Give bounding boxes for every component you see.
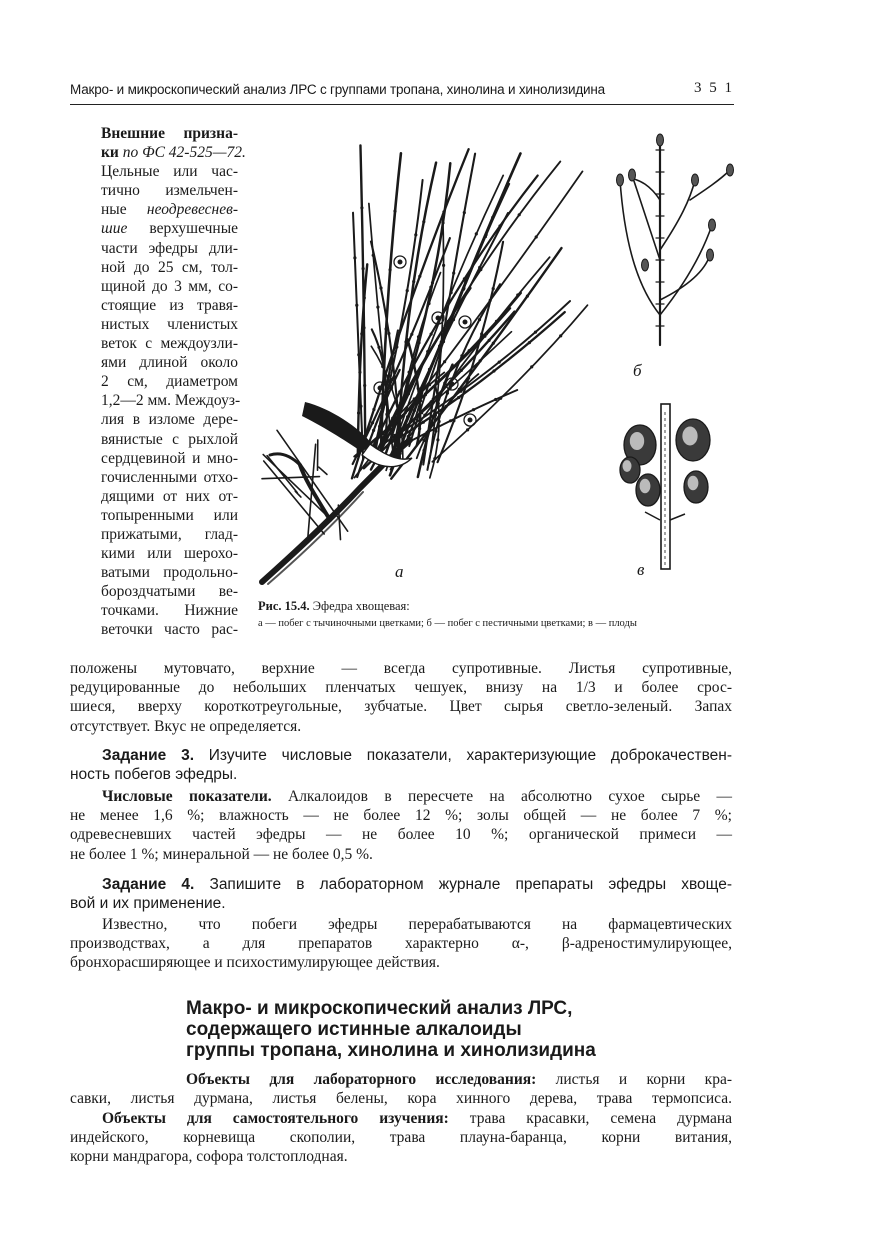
external-signs-column bbox=[101, 124, 246, 640]
figure-label-a: а bbox=[395, 562, 404, 581]
known-line1: Известно, что побеги эфедры перерабатываются на фармацевтических bbox=[102, 916, 732, 933]
objects-lab-paragraph bbox=[70, 1070, 732, 1108]
external-signs-heading-line bbox=[101, 124, 238, 143]
task4-text1: Запишите в лабораторном журнале препараты эфедры хвоще- bbox=[194, 876, 732, 893]
objects-self-label: Объекты для самостоятельного изучения: bbox=[102, 1110, 449, 1127]
external-signs-line: веточки часто рас- bbox=[101, 621, 238, 639]
caption-label: Рис. 15.4. bbox=[258, 599, 310, 613]
pharmacopoeia-reference: по ФС 42-525—72. bbox=[118, 144, 246, 162]
external-signs-lines bbox=[101, 162, 241, 639]
continuation-line: шиеся, вверху короткотреугольные, зубчатые. Цвет сырья светло-зеленый. Запах bbox=[70, 698, 732, 716]
objects-lab-text1: листья и корни кра- bbox=[536, 1071, 732, 1088]
caption-legend: а — побег с тычиночными цветками; б — побег с пестичными цветками; в — плоды bbox=[258, 618, 637, 629]
task4-paragraph bbox=[70, 875, 732, 913]
external-signs-line: тично измельчен- bbox=[101, 182, 238, 200]
task4-line2: вой и их применение. bbox=[70, 895, 226, 913]
external-signs-line: лия в изломе дере- bbox=[101, 411, 238, 429]
external-signs-line: дящими от них от- bbox=[101, 487, 238, 505]
page-number: 3 5 1 bbox=[694, 80, 734, 96]
task3-line2: ность побегов эфедры. bbox=[70, 766, 238, 784]
objects-self-line1 bbox=[70, 1109, 732, 1128]
numeric-line2: не менее 1,6 %; влажность — не более 12 %; золы общей — не более 7 %; bbox=[70, 807, 732, 825]
external-signs-line: ные неодревеснев- bbox=[101, 201, 238, 219]
external-signs-line: топыренными или bbox=[101, 506, 238, 524]
external-signs-line: части эфедры дли- bbox=[101, 239, 238, 257]
external-signs-line: стоящие из травя- bbox=[101, 296, 238, 314]
objects-self-text1: трава красавки, семена дурмана bbox=[448, 1110, 733, 1127]
numeric-text1: Алкалоидов в пересчете на абсолютно сухое сырье — bbox=[271, 788, 732, 805]
task3-line1 bbox=[70, 746, 732, 765]
numeric-line1 bbox=[70, 787, 732, 806]
external-signs-continuation bbox=[70, 659, 732, 736]
objects-lab-line1 bbox=[70, 1070, 732, 1089]
task3-label: Задание 3. bbox=[102, 747, 195, 764]
external-signs-line: сердцевиной и мно- bbox=[101, 449, 238, 467]
external-signs-line: точками. Нижние bbox=[101, 602, 238, 620]
figure-caption bbox=[258, 597, 738, 633]
external-signs-line: прижатыми, глад- bbox=[101, 525, 238, 543]
figure-label-v: в bbox=[637, 560, 645, 579]
known-line3: бронхорасширяющее и психостимулирующее действия. bbox=[70, 954, 440, 972]
objects-lab-label: Объекты для лабораторного исследования: bbox=[186, 1071, 537, 1088]
numeric-label: Числовые показатели. bbox=[102, 788, 272, 805]
external-signs-line: Цельные или час- bbox=[101, 163, 238, 181]
external-signs-line: кими или шерохо- bbox=[101, 545, 238, 563]
numeric-line4: не более 1 %; минеральной — не более 0,5 %. bbox=[70, 845, 373, 863]
section-title-line2: содержащего истинные алкалоиды bbox=[186, 1019, 522, 1040]
external-signs-line: бороздчатыми ве- bbox=[101, 583, 238, 601]
external-signs-line: ватыми продольно- bbox=[101, 564, 238, 582]
objects-self-line2: индейского, корневища скополии, трава плауна-баранца, корни витания, bbox=[70, 1129, 732, 1147]
external-signs-line: 1,2—2 мм. Междоуз- bbox=[101, 392, 241, 410]
ephedra-staminate-shoot-drawing bbox=[262, 145, 587, 584]
external-signs-line: веток с междоузли- bbox=[101, 335, 238, 353]
ephedra-fruits-drawing bbox=[620, 404, 710, 569]
external-signs-line: ями длиной около bbox=[101, 354, 238, 372]
figure-label-b: б bbox=[633, 361, 642, 380]
continuation-line: редуцированные до небольших пленчатых чешуек, внизу на 1/3 и более срос- bbox=[70, 679, 732, 697]
external-signs-line: вянистые с рыхлой bbox=[101, 430, 238, 448]
objects-self-line3: корни мандрагора, софора толстоплодная. bbox=[70, 1148, 348, 1166]
external-signs-heading: Внешние призна- bbox=[101, 125, 238, 142]
task4-label: Задание 4. bbox=[102, 876, 195, 893]
external-signs-line: щиной до 3 мм, со- bbox=[101, 277, 238, 295]
external-signs-line: гочисленными отхо- bbox=[101, 468, 238, 486]
continuation-line: отсутствует. Вкус не определяется. bbox=[70, 717, 302, 735]
caption-title: Эфедра хвощевая: bbox=[309, 599, 410, 613]
continuation-line: положены мутовчато, верхние — всегда супротивные. Листья супротивные, bbox=[70, 660, 732, 677]
section-title-line1: Макро- и микроскопический анализ ЛРС, bbox=[186, 998, 573, 1019]
known-paragraph bbox=[70, 915, 732, 973]
task3-text1: Изучите числовые показатели, характеризующие доброкачествен- bbox=[194, 747, 732, 764]
task4-line1 bbox=[70, 875, 732, 894]
external-signs-line: ной до 25 см, тол- bbox=[101, 258, 238, 276]
external-signs-line: 2 см, диаметром bbox=[101, 373, 238, 391]
objects-lab-line2: савки, листья дурмана, листья белены, кора хинного дерева, трава термопсиса. bbox=[70, 1090, 732, 1108]
objects-self-paragraph bbox=[70, 1109, 732, 1167]
external-signs-heading-cont: ки bbox=[101, 144, 119, 162]
numeric-indicators-paragraph bbox=[70, 787, 732, 864]
numeric-line3: одревесневших частей эфедры — не более 10 %; органической примеси — bbox=[70, 826, 732, 844]
external-signs-line: шие верхушечные bbox=[101, 220, 238, 238]
section-title-line3: группы тропана, хинолина и хинолизидина bbox=[186, 1040, 596, 1061]
ephedra-pistillate-shoot-drawing bbox=[617, 134, 734, 345]
external-signs-line: нистых членистых bbox=[101, 315, 238, 333]
section-title bbox=[186, 998, 706, 1061]
knife-drawing bbox=[302, 402, 412, 467]
header-title: Макро- и микроскопический анализ ЛРС с группами тропана, хинолина и хинолизидина bbox=[70, 82, 605, 97]
running-header bbox=[70, 78, 734, 105]
external-signs-heading-line2 bbox=[101, 143, 246, 162]
known-line2: производствах, а для препаратов характерно α-, β-адреностимулирующее, bbox=[70, 935, 732, 953]
task3-paragraph bbox=[70, 746, 732, 784]
